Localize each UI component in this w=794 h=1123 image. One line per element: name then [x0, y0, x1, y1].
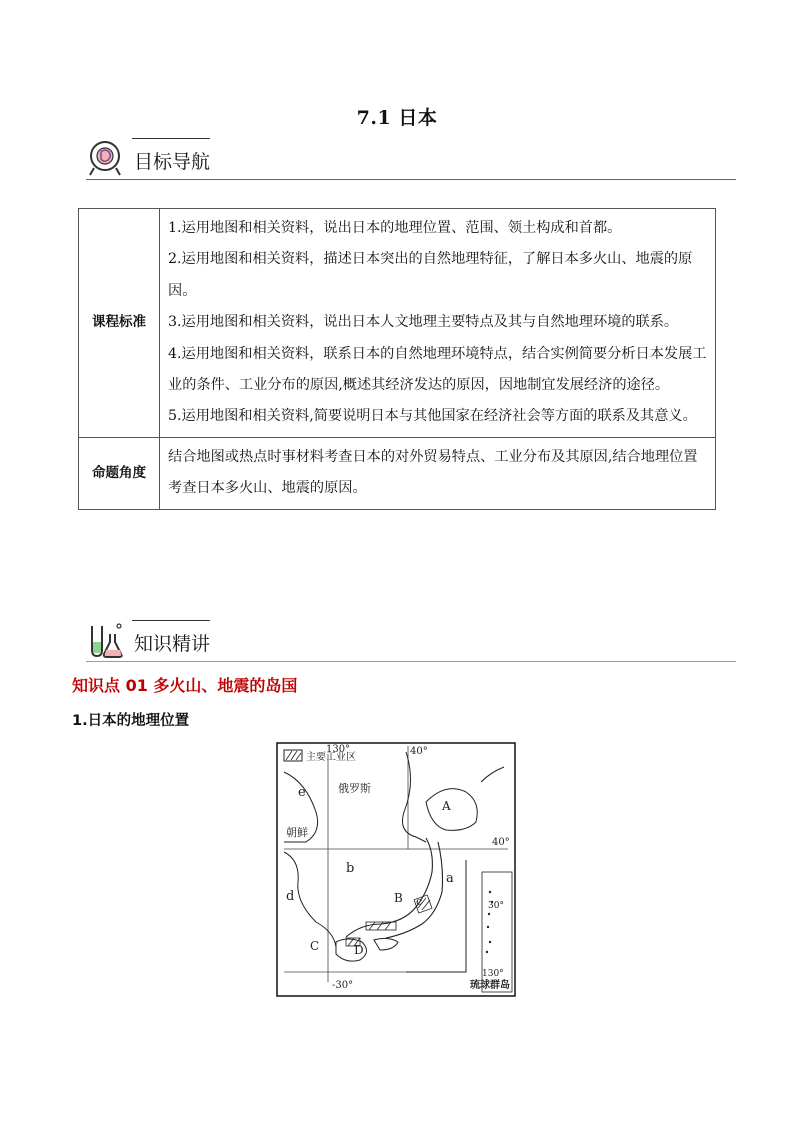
label-lon-130-inset: 130° — [482, 969, 504, 979]
heading-underline — [86, 661, 736, 662]
label-e: e — [298, 785, 306, 800]
label-b: b — [346, 861, 355, 876]
section-label-goals: 目标导航 — [134, 151, 211, 173]
legend-label: 主要工业区 — [306, 752, 356, 763]
standard-line: 结合地图或热点时事材料考查日本的对外贸易特点、工业分布及其原因,结合地理位置考查日本多火山、地震的原因。 — [168, 448, 698, 497]
page-title: 7.1 日本 — [356, 107, 438, 129]
section-label-knowledge: 知识精讲 — [134, 633, 211, 655]
label-lat-40-right: 40° — [492, 837, 510, 848]
flask-icon — [86, 620, 128, 660]
knowledge-point-title: 知识点 01 多火山、地震的岛国 — [72, 676, 298, 695]
brain-gear-icon — [86, 138, 128, 178]
label-lat-40-top: 40° — [410, 746, 428, 757]
label-ryukyu: 琉球群岛 — [470, 980, 510, 991]
course-standard-table — [78, 208, 716, 510]
standard-line: 3.运用地图和相关资料，说出日本人文地理主要特点及其与自然地理环境的联系。 — [168, 314, 679, 331]
label-c: c — [416, 895, 423, 908]
label-russia: 俄罗斯 — [338, 782, 371, 795]
label-B: B — [394, 891, 403, 905]
label-D: D — [354, 943, 364, 957]
standard-line: 4.运用地图和相关资料，联系日本的自然地理环境特点，结合实例简要分析日本发展工业的条件、工业分布的原因,概述其经济发达的原因，因地制宜发展经济的途径。 — [168, 345, 707, 394]
heading-underline — [86, 179, 736, 180]
row-header: 命题角度 — [79, 437, 160, 509]
standard-line: 2.运用地图和相关资料，描述日本突出的自然地理特征，了解日本多火山、地震的原因。 — [168, 251, 693, 299]
label-C: C — [310, 939, 320, 953]
table-row — [79, 209, 716, 438]
label-lat-30-inset: 30° — [488, 901, 504, 911]
label-korea: 朝鲜 — [286, 826, 308, 839]
label-lon-130: 130° — [326, 744, 351, 755]
heading-topline — [132, 138, 210, 139]
row-content — [160, 209, 716, 438]
map-frame — [277, 743, 515, 996]
table-row — [79, 437, 716, 509]
row-header: 课程标准 — [79, 209, 160, 438]
heading-topline — [132, 620, 210, 621]
standard-line: 5.运用地图和相关资料,简要说明日本与其他国家在经济社会等方面的联系及其意义。 — [168, 408, 697, 425]
section-heading-knowledge — [86, 620, 736, 662]
standard-line: 1.运用地图和相关资料，说出日本的地理位置、范围、领土构成和首都。 — [168, 220, 622, 236]
section-heading-goals — [86, 138, 736, 180]
label-A: A — [442, 799, 451, 813]
label-lat-30-bottom: -30° — [332, 980, 354, 991]
japan-location-map — [276, 742, 516, 997]
label-d: d — [286, 889, 295, 904]
subheading: 1.日本的地理位置 — [72, 713, 190, 729]
label-a: a — [446, 871, 454, 886]
row-content — [160, 437, 716, 509]
